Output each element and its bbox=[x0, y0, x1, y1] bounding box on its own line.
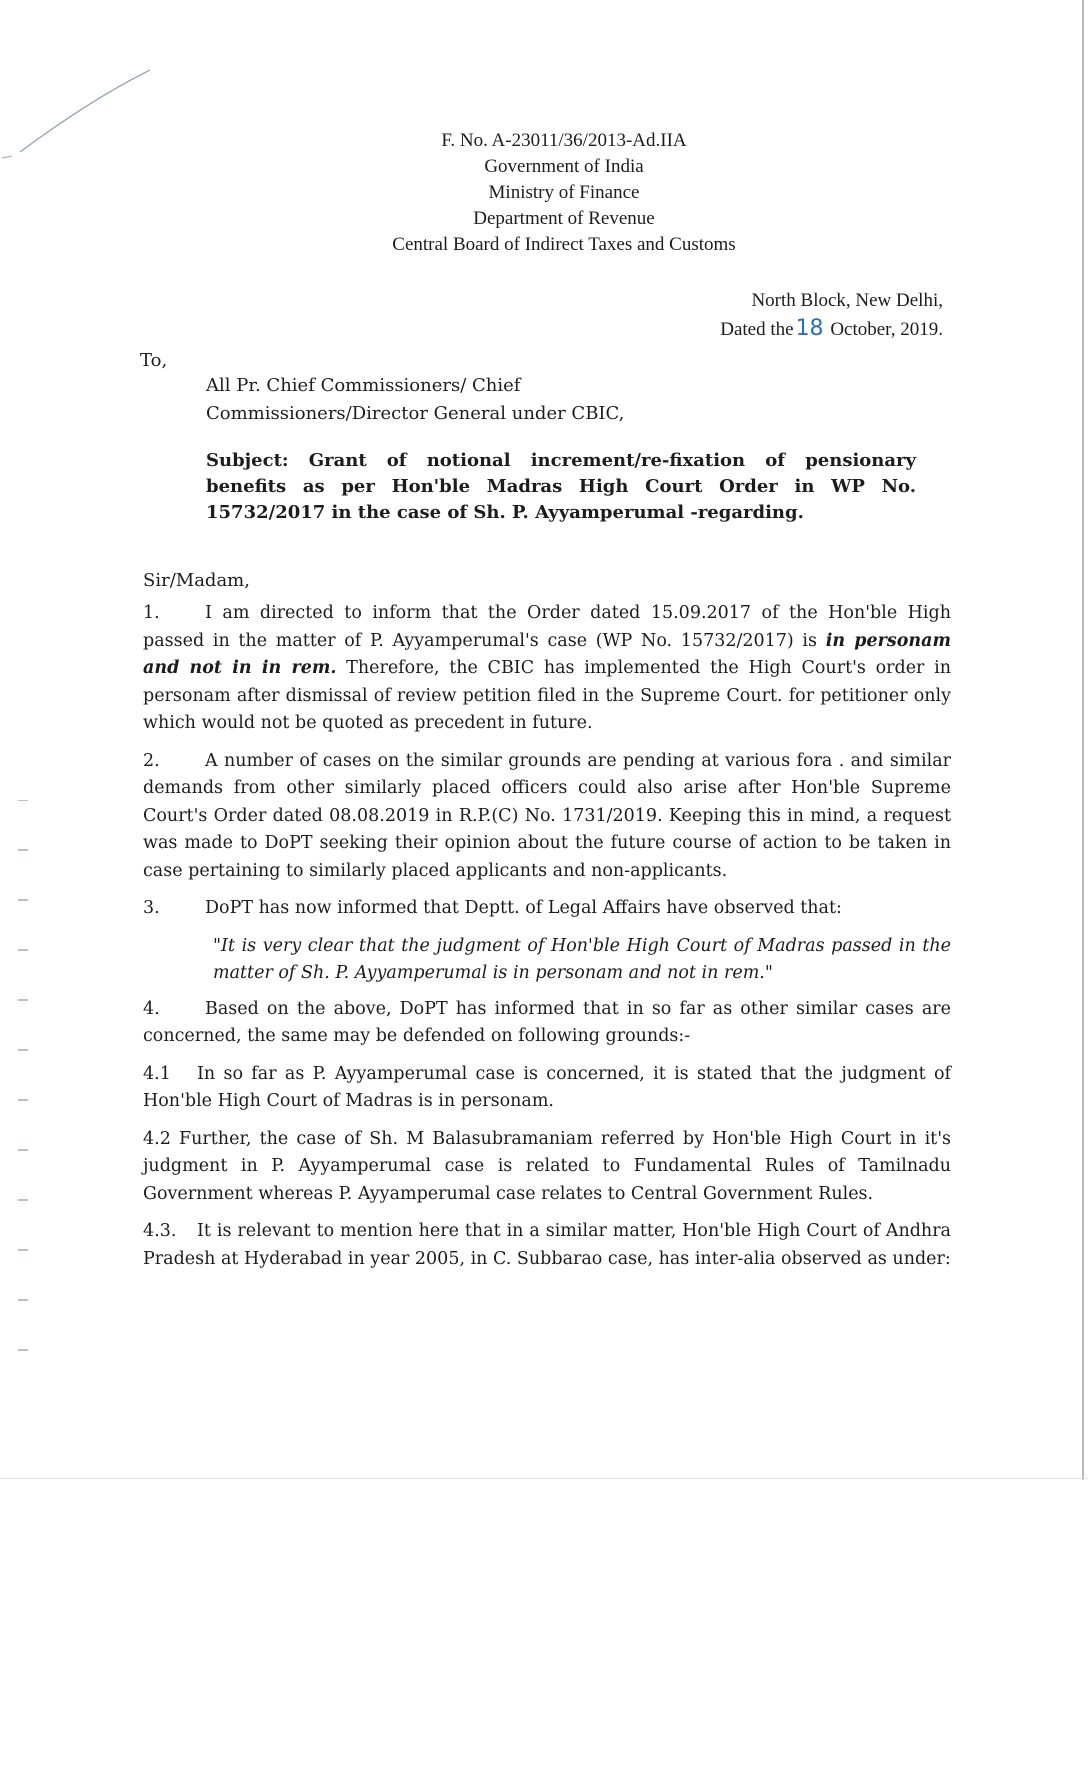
paragraph-text: Therefore, the CBIC has implemented the High Court's order in personam after dismissal of review petition filed in the Supreme Court. for petitioner only which would not be quoted as precedent in future. bbox=[143, 658, 952, 733]
paragraph-text: I am directed to inform that the Order dated 15.09.2017 of the Hon'ble High passed in the matter of P. Ayyamperumal's case (WP No. 15732/2017) is bbox=[143, 603, 951, 651]
file-number: F. No. A-23011/36/2013-Ad.IIA bbox=[441, 130, 687, 151]
paragraph-number: 3. bbox=[143, 898, 160, 918]
paragraph-text: DoPT has now informed that Deptt. of Legal Affairs have observed that: bbox=[205, 898, 842, 918]
subject-line: Subject: Grant of notional increment/re-fixation of pensionary benefits as per Hon'ble Madras High Court Order in WP No. 15732/2017 in the case of Sh. P. Ayyamperumal -regarding. bbox=[206, 450, 916, 523]
letter-body bbox=[143, 600, 951, 1283]
paragraph-text: It is relevant to mention here that in a similar matter, Hon'ble High Court of Andhra Pradesh at Hyderabad in year 2005, in C. Subbarao case, has inter-alia observed as under: bbox=[143, 1221, 951, 1269]
paragraph-text: Based on the above, DoPT has informed that in so far as other similar cases are concerned, the same may be defended on following grounds:- bbox=[143, 998, 951, 1046]
margin-punch-marks bbox=[14, 800, 34, 1360]
addressee-line-2: Commissioners/Director General under CBIC, bbox=[206, 403, 625, 424]
letter-header bbox=[0, 128, 1088, 258]
paragraph-4-1 bbox=[143, 1061, 951, 1116]
ministry-name: Ministry of Finance bbox=[488, 182, 640, 203]
paragraph-4-2 bbox=[143, 1126, 951, 1209]
addressee bbox=[206, 372, 966, 428]
paragraph-1 bbox=[143, 600, 951, 738]
paragraph-text: Further, the case of Sh. M Balasubramaniam referred by Hon'ble High Court in it's judgment in P. Ayyamperumal case is related to Fundamental Rules of Tamilnadu Government whereas P. Ayyamperumal case relates to Central Government Rules. bbox=[143, 1128, 951, 1204]
paragraph-number: 2. bbox=[143, 750, 160, 771]
paragraph-text: In so far as P. Ayyamperumal case is concerned, it is stated that the judgment of Hon'ble High Court of Madras is in personam. bbox=[143, 1063, 951, 1111]
paragraph-number: 4.1 bbox=[143, 1063, 171, 1084]
paragraph-number: 4. bbox=[143, 998, 160, 1019]
paragraph-text: A number of cases on the similar grounds are pending at various fora . and similar demands from other similarly placed officers could also arise after Hon'ble Supreme Court's Order dated 08.08.2019 in R.P.(C) No. 1731/2019. Keeping this in mind, a request was made to DoPT seeking their opinion about the future course of action to be taken in case pertaining to similarly placed applicants and non-applicants. bbox=[143, 750, 951, 881]
handwritten-day: 18 bbox=[795, 316, 824, 341]
paragraph-4-3 bbox=[143, 1218, 951, 1273]
place: North Block, New Delhi, bbox=[751, 290, 943, 311]
month-year: October, 2019. bbox=[830, 319, 943, 340]
department-name: Department of Revenue bbox=[473, 208, 655, 229]
paragraph-emphasis: in personam and not in in rem. bbox=[143, 630, 951, 678]
paragraph-3 bbox=[143, 895, 951, 923]
dated-prefix: Dated the bbox=[720, 319, 794, 340]
paragraph-number: 4.2 bbox=[143, 1128, 171, 1149]
scan-edge-bottom bbox=[0, 1478, 1088, 1479]
board-name: Central Board of Indirect Taxes and Customs bbox=[392, 234, 736, 255]
legal-affairs-quote: "It is very clear that the judgment of Hon'ble High Court of Madras passed in the matter of Sh. P. Ayyamperumal is in personam and not in rem." bbox=[213, 935, 951, 983]
paragraph-number: 1. bbox=[143, 603, 160, 623]
place-and-date bbox=[720, 287, 943, 344]
date-line bbox=[720, 315, 943, 344]
paragraph-number: 4.3. bbox=[143, 1221, 177, 1241]
paragraph-4 bbox=[143, 996, 951, 1051]
salutation: Sir/Madam, bbox=[143, 570, 250, 591]
to-label: To, bbox=[140, 350, 168, 371]
addressee-line-1: All Pr. Chief Commissioners/ Chief bbox=[206, 375, 521, 396]
government-name: Government of India bbox=[484, 156, 644, 177]
paragraph-2 bbox=[143, 748, 951, 886]
